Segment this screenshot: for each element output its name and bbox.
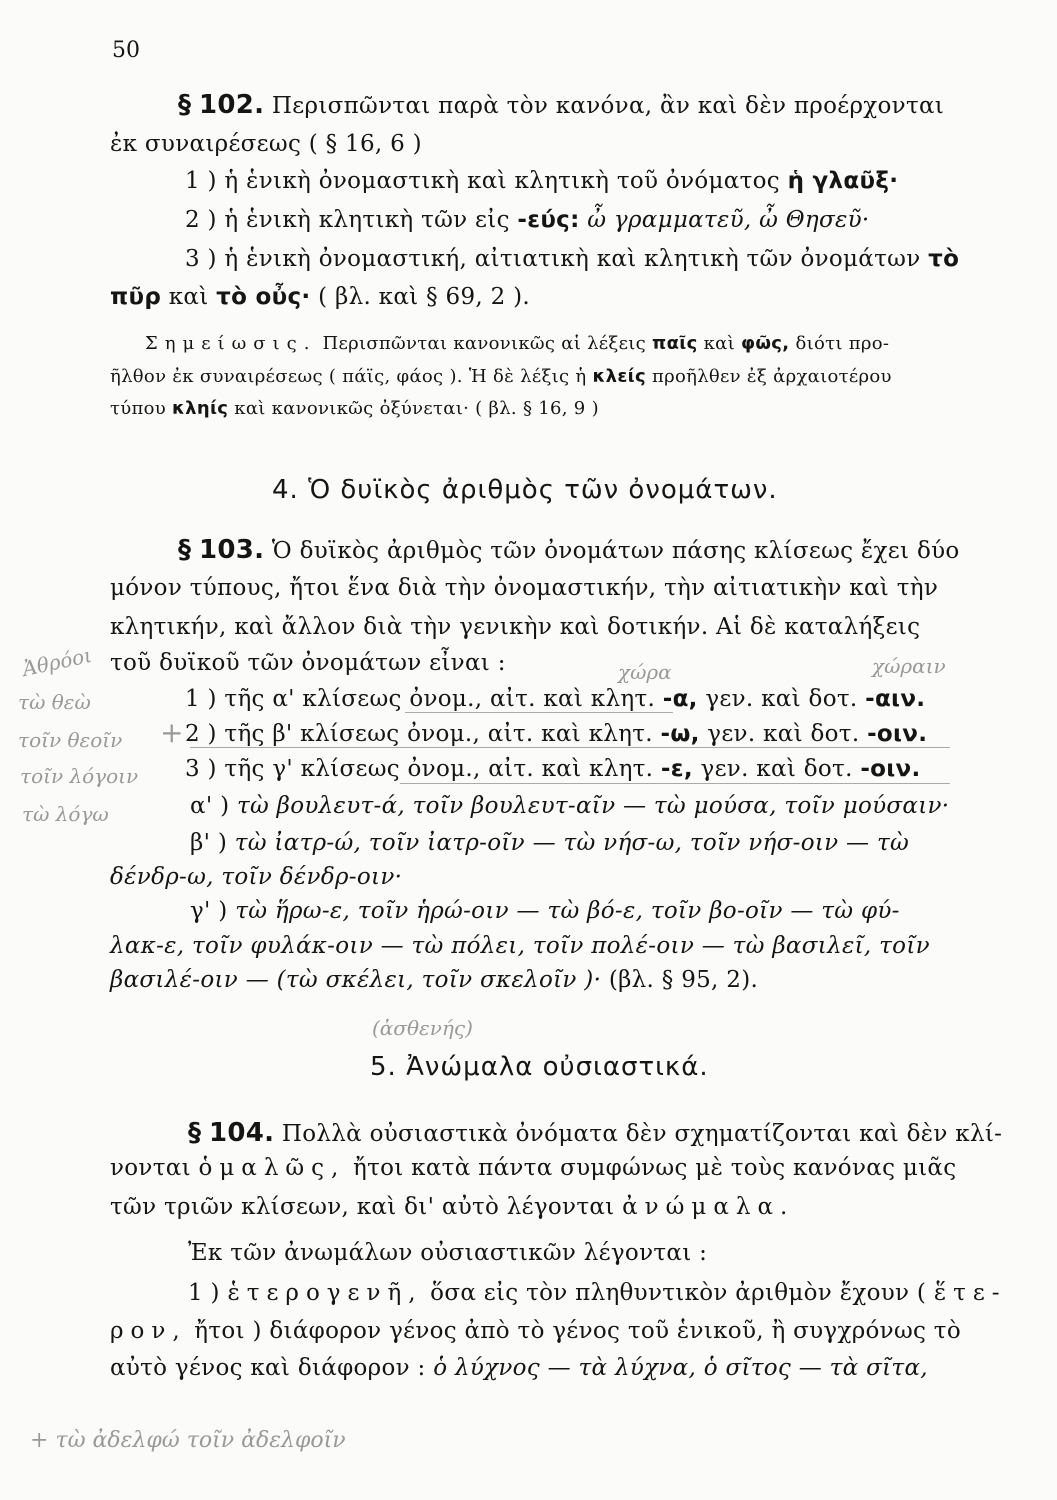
paragraph-104-line-5 (188, 1280, 1007, 1306)
section-number-102: 102. (198, 90, 265, 120)
bold-term: -α, (662, 686, 698, 712)
pencil-underline (400, 783, 950, 784)
section-symbol: § (188, 1118, 202, 1148)
paragraph-102-line-3 (185, 168, 898, 194)
ending-row-2 (185, 721, 927, 747)
bold-term: -εύς: (517, 207, 580, 233)
text: Πολλὰ οὐσιαστικὰ ὀνόματα δὲν σχηματίζονται καὶ δὲν κλί- (281, 1121, 1003, 1147)
spaced-term: ἕτε- (933, 1280, 1007, 1306)
note-line-3 (110, 398, 599, 419)
paragraph-104-line-4: Ἐκ τῶν ἀνωμάλων οὐσιαστικῶν λέγονται : (188, 1240, 708, 1266)
handwritten-note: τὼ θεὼ (18, 690, 91, 714)
text: 2 ) ἡ ἑνικὴ κλητικὴ τῶν εἰς (185, 207, 510, 233)
spaced-term: ὁμαλῶς, (198, 1155, 346, 1181)
note-line-2 (110, 366, 892, 387)
label: γ' ) (190, 898, 228, 924)
text: ( βλ. καὶ § 69, 2 ). (318, 284, 531, 310)
bold-term: τὸ οὖς· (216, 284, 311, 310)
text: ῆλθον ἐκ συναιρέσεως ( πάϊς, φάος ). Ἡ δὲ λέξις ἡ (110, 366, 587, 387)
bold-term: πῦρ (110, 284, 162, 310)
section-heading-5: 5. Ἀνώμαλα οὐσιαστικά. (370, 1052, 709, 1082)
handwritten-note: Ἀθρόοι (20, 642, 94, 682)
bold-term: -αιν. (865, 686, 926, 712)
paragraph-103-line-4: τοῦ δυϊκοῦ τῶν ὀνομάτων εἶναι : (110, 650, 506, 676)
handwritten-note: τοῖν λόγοιν (20, 764, 139, 788)
section-number-104: 104. (208, 1118, 275, 1148)
paragraph-103-line-3: κλητικήν, καὶ ἄλλον διὰ τὴν γενικὴν καὶ δοτικήν. Αἱ δὲ καταλήξεις (110, 614, 921, 640)
handwritten-note: χώρα (618, 660, 672, 684)
text: τῶν τριῶν κλίσεων, καὶ δι' αὐτὸ λέγονται (110, 1194, 615, 1220)
section-symbol: § (178, 535, 192, 565)
example: τὼ ἥρω-ε, τοῖν ἡρώ-οιν — τὼ βό-ε, τοῖν βο-οῖν — τὼ φύ- (235, 898, 900, 924)
example-beta (190, 830, 909, 856)
text: 3 ) τῆς γ' κλίσεως ὀνομ., αἰτ. καὶ κλητ. (185, 756, 654, 782)
text: γεν. καὶ δοτ. (700, 756, 853, 782)
text: Περισπῶνται κανονικῶς αἱ λέξεις (322, 333, 647, 354)
example-beta-cont: δένδρ-ω, τοῖν δένδρ-οιν· (110, 864, 403, 890)
page-number: 50 (112, 38, 140, 63)
text: καὶ κανονικῶς ὀξύνεται· ( βλ. § 16, 9 ) (234, 398, 599, 419)
ending-row-1 (185, 686, 925, 712)
section-number-103: 103. (198, 535, 265, 565)
text: Περισπῶνται παρὰ τὸν κανόνα, ἂν καὶ δὲν προέρχονται (271, 93, 945, 119)
paragraph-102-line-5 (185, 246, 959, 272)
example: ὁ λύχνος — τὰ λύχνα, ὁ σῖτος — τὰ σῖτα, (433, 1355, 928, 1381)
paragraph-104-line-2 (110, 1155, 956, 1181)
text: 1 ) ἡ ἑνικὴ ὀνομαστικὴ καὶ κλητικὴ τοῦ ὀνόματος (185, 168, 780, 194)
paragraph-104-line-3 (110, 1194, 794, 1220)
pencil-underline (190, 747, 950, 748)
example: τὼ βουλευτ-ά, τοῖν βουλευτ-αῖν — τὼ μούσα, τοῖν μούσαιν· (236, 793, 950, 819)
text: 1 ) τῆς α' κλίσεως ὀνομ., αἰτ. καὶ κλητ. (185, 686, 656, 712)
paragraph-102-line-1 (178, 90, 944, 120)
paragraph-102-line-2: ἐκ συναιρέσεως ( § 16, 6 ) (110, 131, 422, 157)
ending-row-3 (185, 756, 921, 782)
text: καὶ (168, 284, 209, 310)
text: Ὁ δυϊκὸς ἀριθμὸς τῶν ὀνομάτων πάσης κλίσεως ἔχει δύο (271, 538, 960, 564)
text: ὅσα εἰς τὸν πληθυντικὸν ἀριθμὸν ἔχουν ( (430, 1280, 927, 1306)
text: γεν. καὶ δοτ. (707, 721, 860, 747)
bold-term: -ε, (660, 756, 693, 782)
paragraph-104-line-6 (110, 1318, 961, 1344)
bold-term: -οιν. (860, 756, 921, 782)
example-gamma (190, 898, 900, 924)
text: αὐτὸ γένος καὶ διάφορον : (110, 1355, 426, 1381)
handwritten-note: + τὼ ἀδελφώ τοῖν ἀδελφοῖν (30, 1428, 346, 1453)
text: νονται (110, 1155, 191, 1181)
note-label: Σημείωσις. (145, 333, 317, 354)
paragraph-104-line-1 (188, 1118, 1002, 1148)
pencil-underline (405, 712, 673, 713)
bold-term: παῖς (652, 333, 698, 354)
text: προῆλθεν ἐξ ἀρχαιοτέρου (651, 366, 892, 387)
paragraph-104-line-7 (110, 1355, 928, 1381)
example-gamma-cont-2 (110, 967, 758, 993)
text: 3 ) ἡ ἑνικὴ ὀνομαστική, αἰτιατικὴ καὶ κλητικὴ τῶν ὀνομάτων (185, 246, 921, 272)
text: (βλ. § 95, 2). (608, 967, 759, 993)
text: ἤτοι κατὰ πάντα συμφώνως μὲ τοὺς κανόνας μιᾶς (353, 1155, 957, 1181)
bold-term: φῶς, (740, 333, 790, 354)
spaced-term: ἑτερογενῆ, (227, 1280, 423, 1306)
text: 2 ) τῆς β' κλίσεως ὀνομ., αἰτ. καὶ κλητ. (185, 721, 653, 747)
text: καὶ (703, 333, 735, 354)
label: α' ) (190, 793, 230, 819)
paragraph-103-line-2: μόνον τύπους, ἤτοι ἕνα διὰ τὴν ὀνομαστικήν, τὴν αἰτιατικὴν καὶ τὴν (110, 575, 939, 601)
example: τὼ ἰατρ-ώ, τοῖν ἰατρ-οῖν — τὼ νήσ-ω, τοῖν νήσ-οιν — τὼ (234, 830, 910, 856)
bold-term: κλείς (592, 366, 646, 387)
handwritten-note: + (160, 716, 184, 749)
example-alpha (190, 793, 949, 819)
bold-term: -οιν. (867, 721, 928, 747)
handwritten-note: χώραιν (872, 654, 946, 678)
bold-term: τὸ (928, 246, 960, 272)
paragraph-102-line-4 (185, 207, 870, 233)
paragraph-103-line-1 (178, 535, 960, 565)
example-gamma-cont-1: λακ-ε, τοῖν φυλάκ-οιν — τὼ πόλει, τοῖν πολέ-οιν — τὼ βασιλεῖ, τοῖν (110, 933, 930, 959)
text: 1 ) (188, 1280, 220, 1306)
text: τύπου (110, 398, 167, 419)
handwritten-note: τοῖν θεοῖν (18, 728, 123, 752)
section-heading-4: 4. Ὁ δυϊκὸς ἀριθμὸς τῶν ὀνομάτων. (272, 475, 778, 505)
bold-term: -ω, (660, 721, 700, 747)
text: γεν. καὶ δοτ. (705, 686, 858, 712)
label: β' ) (190, 830, 228, 856)
example: ὦ γραμματεῦ, ὦ Θησεῦ· (587, 207, 870, 233)
section-symbol: § (178, 90, 192, 120)
bold-term: κληίς (172, 398, 229, 419)
text: ἤτοι ) διάφορον γένος ἀπὸ τὸ γένος τοῦ ἑνικοῦ, ἢ συγχρόνως τὸ (194, 1318, 961, 1344)
paragraph-102-line-6 (110, 284, 530, 310)
bold-term: ἡ γλαῦξ· (787, 168, 899, 194)
text: διότι προ- (795, 333, 890, 354)
example: βασιλέ-οιν — (τὼ σκέλει, τοῖν σκελοῖν )· (110, 967, 602, 993)
handwritten-note: τὼ λόγω (22, 802, 109, 826)
note-line-1 (145, 333, 889, 354)
handwritten-note: (ἀσθενής) (372, 1016, 473, 1040)
spaced-term: ἀνώμαλα. (622, 1194, 795, 1220)
spaced-term: ρον, (110, 1318, 187, 1344)
